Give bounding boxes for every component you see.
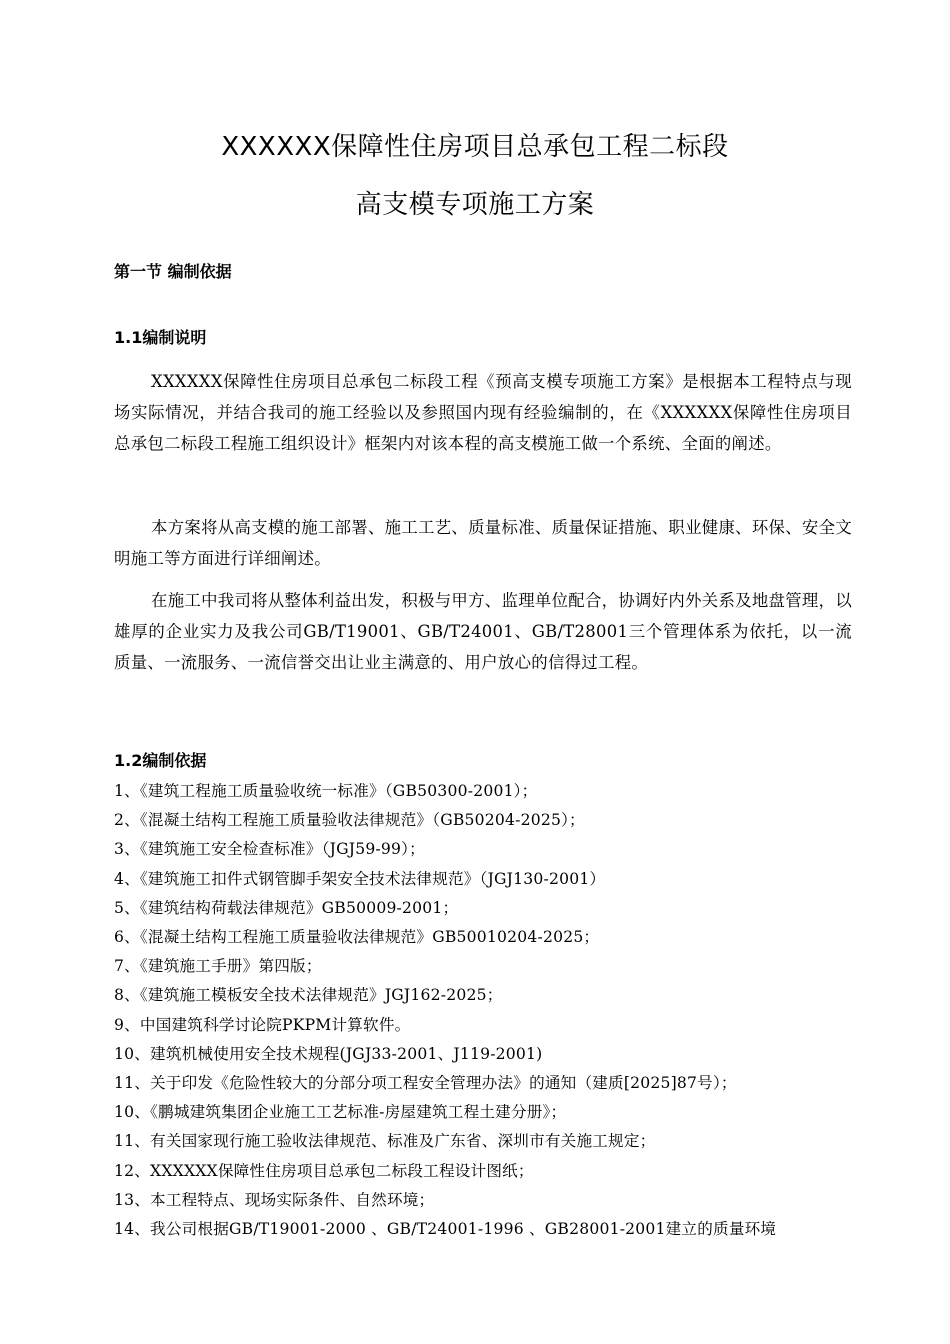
reference-item: 4、《建筑施工扣件式钢管脚手架安全技术法律规范》（JGJ130-2001） [114, 869, 606, 888]
reference-item: 6、《混凝土结构工程施工质量验收法律规范》GB50010204-2025； [114, 928, 600, 947]
reference-item: 12、XXXXXX保障性住房项目总承包二标段工程设计图纸； [114, 1161, 534, 1180]
subsection-heading-1-1: 1.1编制说明 [114, 328, 207, 347]
reference-item: 11、有关国家现行施工验收法律规范、标准及广东省、深圳市有关施工规定； [114, 1132, 656, 1151]
reference-list [114, 777, 864, 1244]
document-title-line1: XXXXXX保障性住房项目总承包工程二标段 [221, 132, 729, 162]
reference-item: 2、《混凝土结构工程施工质量验收法律规范》（GB50204-2025）； [114, 811, 585, 830]
reference-item: 9、中国建筑科学讨论院PKPM计算软件。 [114, 1015, 411, 1034]
reference-item: 10、《鹏城建筑集团企业施工工艺标准-房屋建筑工程土建分册》； [114, 1103, 567, 1122]
reference-item: 1、《建筑工程施工质量验收统一标准》（GB50300-2001）； [114, 782, 538, 800]
paragraph-2: 本方案将从高支模的施工部署、施工工艺、质量标准、质量保证措施、职业健康、环保、安全文明施工等方面进行详细阐述。 [114, 518, 853, 568]
reference-item: 11、关于印发《危险性较大的分部分项工程安全管理办法》的通知（建质[2025]87号）； [114, 1074, 737, 1093]
reference-item: 13、本工程特点、现场实际条件、自然环境； [114, 1190, 435, 1209]
reference-item: 5、《建筑结构荷载法律规范》GB50009-2001； [114, 898, 459, 917]
reference-item: 7、《建筑施工手册》第四版； [114, 957, 322, 976]
reference-item: 10、建筑机械使用安全技术规程(JGJ33-2001、J119-2001) [114, 1044, 543, 1063]
subsection-heading-1-2: 1.2编制依据 [114, 751, 207, 770]
reference-item: 14、我公司根据GB/T19001-2000 、GB/T24001-1996 、GB28001-2001建立的质量环境 [114, 1220, 777, 1239]
section-heading: 第一节 编制依据 [114, 262, 232, 281]
paragraph-1: XXXXXX保障性住房项目总承包二标段工程《预高支模专项施工方案》是根据本工程特点与现场实际情况，并结合我司的施工经验以及参照国内现有经验编制的，在《XXXXXX保障性住房项目总承包二标段工程施工组织设计》框架内对该本程的高支模施工做一个系统、全面的阐述。 [114, 372, 852, 453]
reference-item: 8、《建筑施工模板安全技术法律规范》JGJ162-2025； [114, 986, 503, 1005]
paragraph-3: 在施工中我司将从整体利益出发，积极与甲方、监理单位配合，协调好内外关系及地盘管理，以雄厚的企业实力及我公司GB/T19001、GB/T24001、GB/T28001三个管理体系为依托，以一流质量、一流服务、一流信誉交出让业主满意的、用户放心的信得过工程。 [114, 591, 853, 672]
document-title-line2: 高支模专项施工方案 [355, 190, 595, 220]
reference-item: 3、《建筑施工安全检查标准》（JGJ59-99）； [114, 840, 425, 859]
